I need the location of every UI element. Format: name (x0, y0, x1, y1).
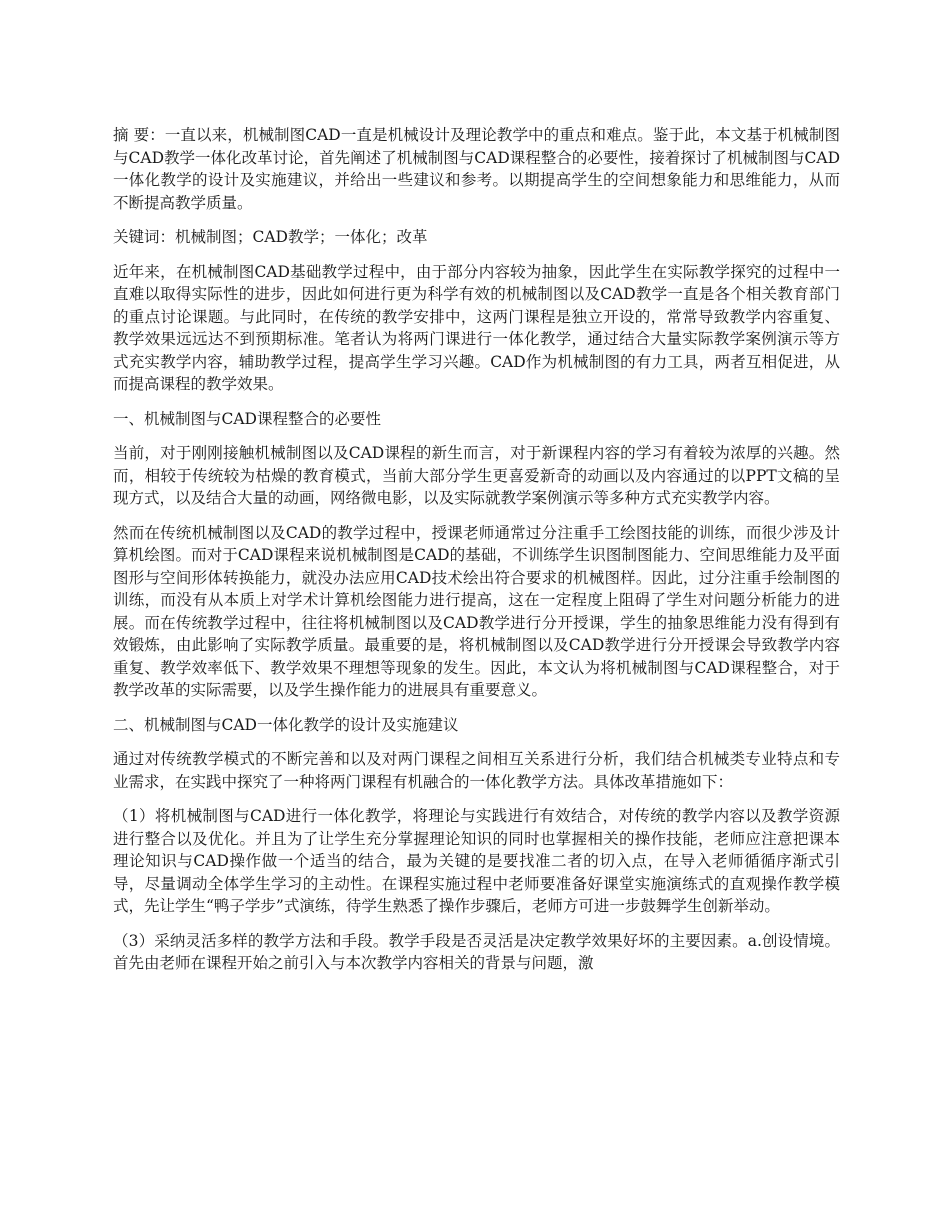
keywords: 关键词：机械制图；CAD教学；一体化；改革 (113, 228, 428, 246)
section-2-paragraph-1: 通过对传统教学模式的不断完善和以及对两门课程之间相互关系进行分析，我们结合机械类专业特点和专业需求，在实践中探究了一种将两门课程有机融合的一体化教学方法。具体改革措施如下： (113, 750, 840, 791)
section-2-paragraph-2: （1）将机械制图与CAD进行一体化教学，将理论与实践进行有效结合，对传统的教学内容以及教学资源进行整合以及优化。并且为了让学生充分掌握理论知识的同时也掌握相关的操作技能，老师应注意把课本理论知识与CAD操作做一个适当的结合，最为关键的是要找准二者的切入点，在导入老师循循序渐式引导，尽量调动全体学生学习的主动性。在课程实施过程中老师要准备好课堂实施演练式的直观操作教学模式，先让学生“鸭子学步”式演练，待学生熟悉了操作步骤后，老师方可进一步鼓舞学生创新举动。 (113, 807, 840, 915)
section-2-paragraph-3: （3）采纳灵活多样的教学方法和手段。教学手段是否灵活是决定教学效果好坏的主要因素。a.创设情境。首先由老师在课程开始之前引入与本次教学内容相关的背景与问题，激 (113, 931, 840, 972)
abstract: 摘 要：一直以来，机械制图CAD一直是机械设计及理论教学中的重点和难点。鉴于此，本文基于机械制图与CAD教学一体化改革讨论，首先阐述了机械制图与CAD课程整合的必要性，接着探讨了机械制图与CAD一体化教学的设计及实施建议，并给出一些建议和参考。以期提高学生的空间想象能力和思维能力，从而不断提高教学质量。 (113, 126, 840, 212)
section-1-paragraph-2: 然而在传统机械制图以及CAD的教学过程中，授课老师通常过分注重手工绘图技能的训练，而很少涉及计算机绘图。而对于CAD课程来说机械制图是CAD的基础，不训练学生识图制图能力、空间思维能力及平面图形与空间形体转换能力，就没办法应用CAD技术绘出符合要求的机械图样。因此，过分注重手绘制图的训练，而没有从本质上对学术计算机绘图能力进行提高，这在一定程度上阻碍了学生对问题分析能力的进展。而在传统教学过程中，往往将机械制图以及CAD教学进行分开授课，学生的抽象思维能力没有得到有效锻炼，由此影响了实际教学质量。最重要的是，将机械制图以及CAD教学进行分开授课会导致教学内容重复、教学效率低下、教学效果不理想等现象的发生。因此，本文认为将机械制图与CAD课程整合，对于教学改革的实际需要，以及学生操作能力的进展具有重要意义。 (113, 523, 840, 699)
section-1-paragraph-1: 当前，对于刚刚接触机械制图以及CAD课程的新生而言，对于新课程内容的学习有着较为浓厚的兴趣。然而，相较于传统较为枯燥的教育模式，当前大部分学生更喜爱新奇的动画以及内容通过的以PPT文稿的呈现方式，以及结合大量的动画，网络微电影，以及实际就教学案例演示等多种方式充实教学内容。 (113, 444, 840, 507)
intro-paragraph: 近年来，在机械制图CAD基础教学过程中，由于部分内容较为抽象，因此学生在实际教学探究的过程中一直难以取得实际性的进步，因此如何进行更为科学有效的机械制图以及CAD教学一直是各个相关教育部门的重点讨论课题。与此同时，在传统的教学安排中，这两门课程是独立开设的，常常导致教学内容重复、教学效果远远达不到预期标准。笔者认为将两门课进行一体化教学，通过结合大量实际教学案例演示等方式充实教学内容，辅助教学过程，提高学生学习兴趣。CAD作为机械制图的有力工具，两者互相促进，从而提高课程的教学效果。 (113, 262, 840, 393)
section-2-heading: 二、机械制图与CAD一体化教学的设计及实施建议 (113, 715, 459, 734)
section-1-heading: 一、机械制图与CAD课程整合的必要性 (113, 409, 381, 428)
